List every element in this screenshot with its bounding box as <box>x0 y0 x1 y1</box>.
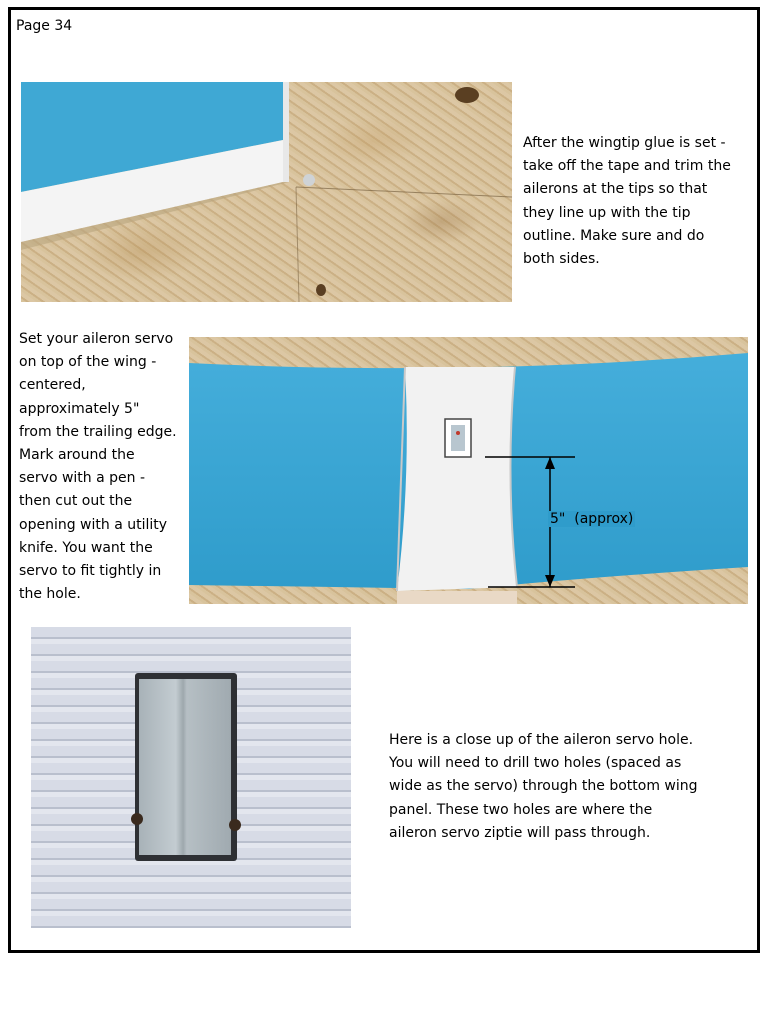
wingtip-photo <box>21 82 512 302</box>
dimension-label: 5" (approx) <box>550 511 634 527</box>
wing-servo-photo <box>189 337 748 604</box>
servo-hole-closeup-photo <box>31 627 351 928</box>
closeup-instructions: Here is a close up of the aileron servo hole. You will need to drill two holes (spaced as wide as the servo) through the bottom wing panel. These two holes are where the aileron servo ziptie will pass through. <box>389 732 698 841</box>
servo-instructions: Set your aileron servo on top of the wing - centered, approximately 5" from the trailing edge. Mark around the servo with a pen - then cut out the opening with a utility knife. You want the servo to fit tightly in the hole. <box>19 331 177 603</box>
page-number: Page 34 <box>16 18 73 34</box>
servo-hole <box>135 673 237 861</box>
wingtip-instructions: After the wingtip glue is set - take off the tape and trim the ailerons at the tips so that they line up with the tip outline. Make sure and do both sides. <box>523 135 731 268</box>
